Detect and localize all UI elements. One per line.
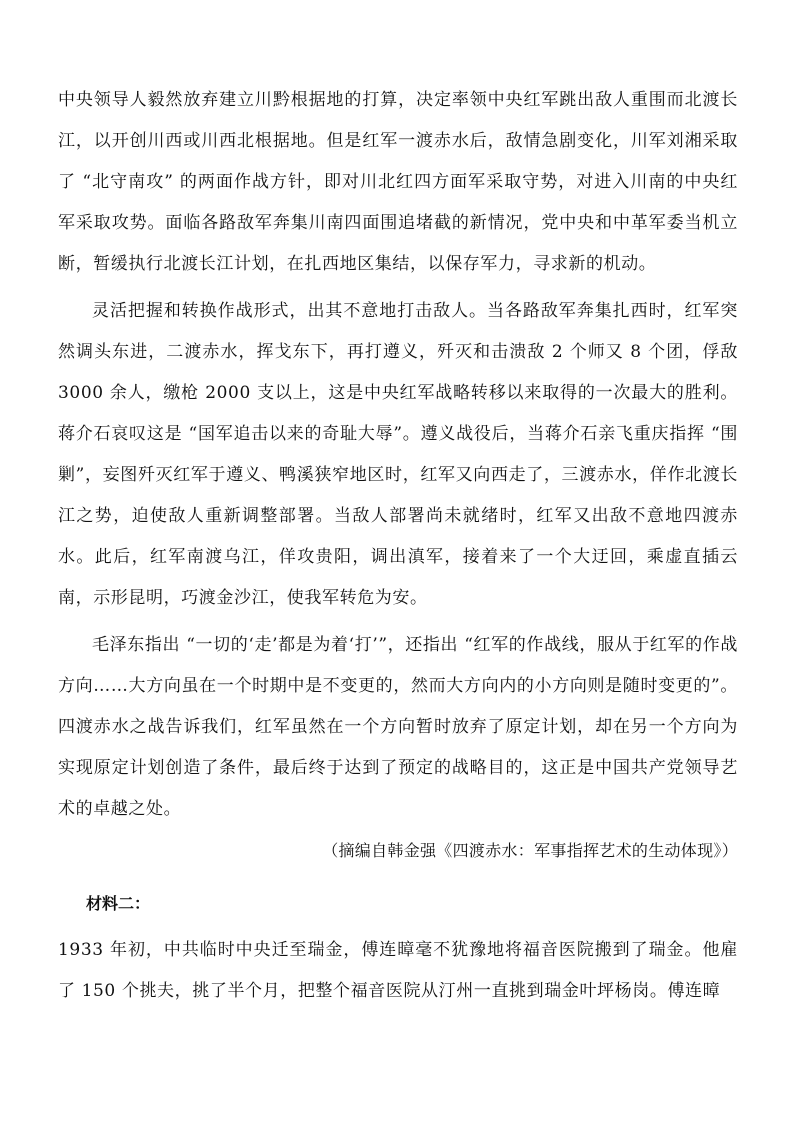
source-citation: （摘编自韩金强《四渡赤水：军事指挥艺术的生动体现》） xyxy=(322,841,738,860)
material-two-heading: 材料二： xyxy=(86,894,151,913)
paragraph-2: 灵活把握和转换作战形式，出其不意地打击敌人。当各路敌军奔集扎西时，红军突然调头东进，二渡赤水，挥戈东下，再打遵义，歼灭和击溃敌 2 个师又 8 个团，俘敌 3000 余人，缴枪 2000 支以上，这是中央红军战略转移以来取得的一次最大的胜利。蒋介石哀叹这是 “国军追击以来的奇耻大辱”。遵义战役后，当蒋介石亲飞重庆指挥 “围剿”，妄图歼灭红军于遵义、鸭溪狭窄地区时，红军又向西走了，三渡赤水，佯作北渡长江之势，迫使敌人重新调整部署。当敌人部署尚未就绪时，红军又出敌不意地四渡赤水。此后，红军南渡乌江，佯攻贵阳，调出滇军，接着来了一个大迂回，乘虚直插云南，示形昆明，巧渡金沙江，使我军转危为安。 xyxy=(58,301,738,608)
paragraph-3: 毛泽东指出 “一切的‘走’都是为着‘打’”，还指出 “红军的作战线，服从于红军的作战方向……大方向虽在一个时期中是不变更的，然而大方向内的小方向则是随时变更的”。四渡赤水之战告诉我们，红军虽然在一个方向暂时放弃了原定计划，却在另一个方向为实现原定计划创造了条件，最后终于达到了预定的战略目的，这正是中国共产党领导艺术的卓越之处。 xyxy=(58,635,738,819)
paragraph-1: 中央领导人毅然放弃建立川黔根据地的打算，决定率领中央红军跳出敌人重围而北渡长江，以开创川西或川西北根据地。但是红军一渡赤水后，敌情急剧变化，川军刘湘采取了 “北守南攻” 的两面作战方针，即对川北红四方面军采取守势，对进入川南的中央红军采取攻势。面临各路敌军奔集川南四面围追堵截的新情况，党中央和中革军委当机立断，暂缓执行北渡长江计划，在扎西地区集结，以保存军力，寻求新的机动。 xyxy=(58,90,738,274)
document-page xyxy=(58,80,738,1012)
paragraph-4: 1933 年初，中共临时中央迁至瑞金，傅连暲毫不犹豫地将福音医院搬到了瑞金。他雇了 150 个挑夫，挑了半个月，把整个福音医院从汀州一直挑到瑞金叶坪杨岗。傅连暲 xyxy=(58,940,738,1001)
